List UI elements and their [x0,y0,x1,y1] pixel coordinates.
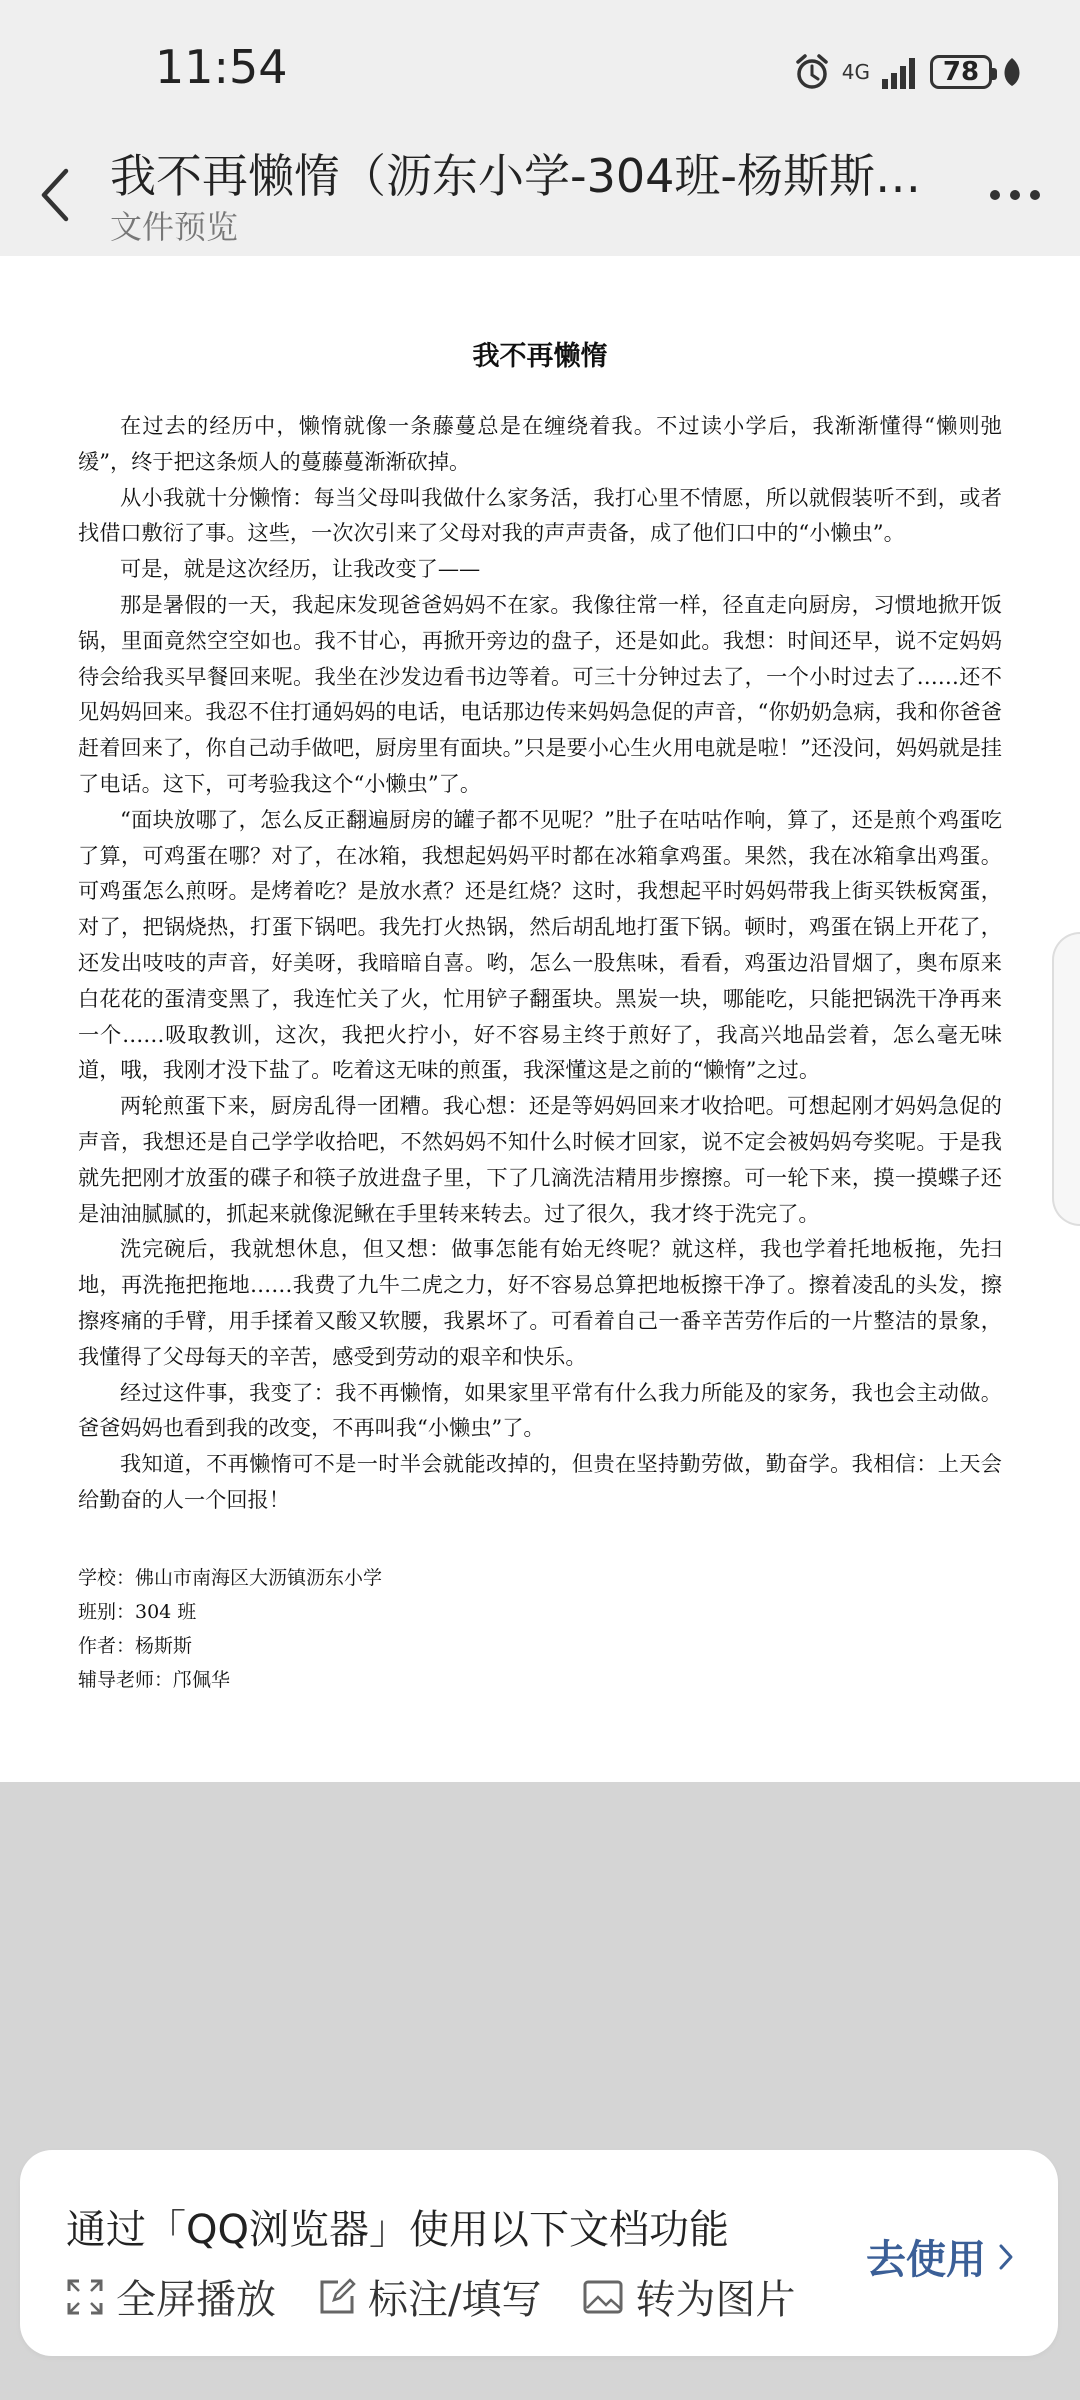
document-title: 我不再懒惰（沥东小学-304班-杨斯斯… [110,149,921,203]
signal-icon [880,55,920,89]
side-drawer-handle[interactable] [1052,932,1080,1226]
paragraph: 那是暑假的一天，我起床发现爸爸妈妈不在家。我像往常一样，径直走向厨房，习惯地掀开饭锅，里面竟然空空如也。我不甘心，再掀开旁边的盘子，还是如此。我想：时间还早，说不定妈妈待会给我买早餐回来呢。我坐在沙发边看书边等着。可三十分钟过去了，一个小时过去了……还不见妈妈回来。我忍不住打通妈妈的电话，电话那边传来妈妈急促的声音，“你奶奶急病，我和你爸爸赶着回来了，你自己动手做吧，厨房里有面块。”只是要小心生火用电就是啦！”还没问，妈妈就是挂了电话。这下，可考验我这个“小懒虫”了。 [78,591,1002,796]
feature-annotate-label: 标注/填写 [368,2277,542,2323]
paragraph: “面块放哪了，怎么反正翻遍厨房的罐子都不见呢？”肚子在咕咕作响，算了，还是煎个鸡蛋吃了算，可鸡蛋在哪？对了，在冰箱，我想起妈妈平时都在冰箱拿鸡蛋。果然，我在冰箱拿出鸡蛋。可鸡蛋怎么煎呀。是烤着吃？是放水煮？还是红烧？这时，我想起平时妈妈带我上街买铁板窝蛋，对了，把锅烧热，打蛋下锅吧。我先打火热锅，然后胡乱地打蛋下锅。顿时，鸡蛋在锅上开花了，还发出吱吱的声音，好美呀，我暗暗自喜。哟，怎么一股焦味，看看，鸡蛋边沿冒烟了，奥布原来白花花的蛋清变黑了，我连忙关了火，忙用铲子翻蛋块。黑炭一块，哪能吃，只能把锅洗干净再来一个……吸取教训，这次，我把火拧小，好不容易主终于煎好了，我高兴地品尝着，怎么毫无味道，哦，我刚才没下盐了。吃着这无味的煎蛋，我深懂这是之前的“懒惰”之过。 [78,806,1002,1083]
meta-school: 学校：佛山市南海区大沥镇沥东小学 [78,1567,383,1589]
back-button[interactable] [30,160,80,230]
fullscreen-icon [66,2278,104,2316]
paragraph: 我知道，不再懒惰可不是一时半会就能改掉的，但贵在坚持勤劳做，勤奋学。我相信：上天会给勤奋的人一个回报！ [78,1451,1002,1512]
paragraph: 从小我就十分懒惰：每当父母叫我做什么家务活，我打心里不情愿，所以就假装听不到，或者找借口敷衍了事。这些，一次次引来了父母对我的声声责备，成了他们口中的“小懒虫”。 [78,484,1002,546]
status-icons [792,50,1022,94]
alarm-icon [792,52,832,92]
paragraph: 两轮煎蛋下来，厨房乱得一团糟。我心想：还是等妈妈回来才收拾吧。可想起刚才妈妈急促的声音，我想还是自己学学收拾吧，不然妈妈不知什么时候才回家，说不定会被妈妈夸奖呢。于是我就先把刚才放蛋的碟子和筷子放进盘子里，下了几滴洗洁精用步擦擦。可一轮下来，摸一摸蝶子还是油油腻腻的，抓起来就像泥鳅在手里转来转去。过了很久，我才终于洗完了。 [78,1093,1002,1226]
status-bar [0,0,1080,130]
document-subtitle: 文件预览 [110,208,239,246]
leaf-icon [1002,56,1022,88]
paragraph: 在过去的经历中，懒惰就像一条藤蔓总是在缠绕着我。不过读小学后，我渐渐懂得“懒则弛缓”，终于把这条烦人的蔓藤蔓渐渐砍掉。 [78,413,1002,474]
article-meta [78,1561,382,1697]
more-options-button[interactable] [980,170,1050,220]
article-title: 我不再懒惰 [472,341,608,372]
chevron-right-icon [998,2243,1014,2271]
image-icon [583,2280,623,2314]
more-icon [989,189,1041,201]
promo-features [66,2268,795,2325]
meta-class: 班别：304 班 [78,1601,197,1623]
promo-title: 通过「QQ浏览器」使用以下文档功能 [66,2207,729,2253]
meta-author: 作者：杨斯斯 [78,1635,193,1657]
feature-annotate[interactable] [318,2268,541,2325]
article-body [78,408,1002,1518]
go-use-label: 去使用 [866,2237,986,2283]
document-page [0,256,1080,1782]
paragraph: 经过这件事，我变了：我不再懒惰，如果家里平常有什么我力所能及的家务，我也会主动做。爸爸妈妈也看到我的改变，不再叫我“小懒虫”了。 [78,1379,1002,1441]
feature-to-image-label: 转为图片 [635,2277,796,2323]
meta-teacher: 辅导老师：邝佩华 [78,1669,231,1691]
go-use-button[interactable] [866,2228,1014,2285]
network-type: 4G [841,60,870,84]
qq-browser-promo-card [20,2150,1058,2356]
paragraph: 洗完碗后，我就想休息，但又想：做事怎能有始无终呢？就这样，我也学着托地板拖，先扫地，再洗拖把拖地……我费了九牛二虎之力，好不容易总算把地板擦干净了。擦着凌乱的头发，擦擦疼痛的手臂，用手揉着又酸又软腰，我累坏了。可看着自己一番辛苦劳作后的一片整洁的景象，我懂得了父母每天的辛苦，感受到劳动的艰辛和快乐。 [78,1236,1002,1369]
paragraph: 可是，就是这次经历，让我改变了—— [120,556,481,582]
feature-to-image[interactable] [583,2268,795,2325]
status-time: 11:54 [155,40,288,94]
feature-fullscreen-label: 全屏播放 [116,2277,276,2323]
chevron-left-icon [40,167,70,223]
feature-fullscreen[interactable] [66,2268,276,2325]
battery-indicator: 78 [930,55,992,89]
header-bar [0,130,1080,256]
edit-icon [318,2278,356,2316]
